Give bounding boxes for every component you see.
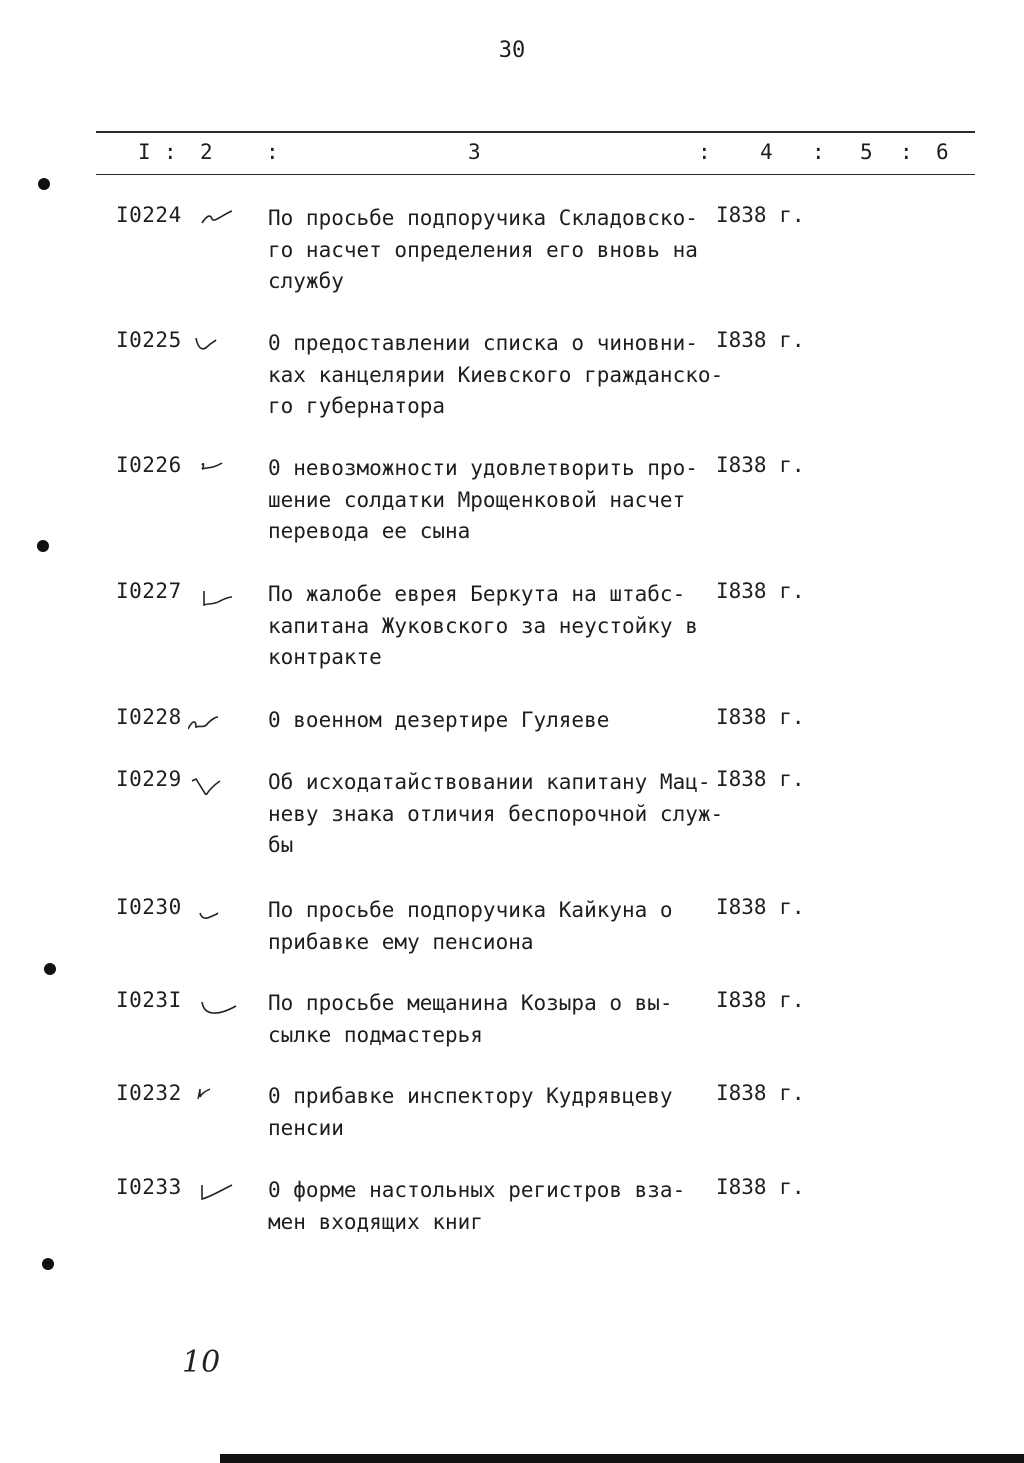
binder-hole: [42, 1258, 54, 1270]
entry-date: I838 г.: [716, 1081, 805, 1105]
entry-number: I023I: [116, 988, 182, 1012]
entry-description: По жалобе еврея Беркута на штабс- капитана Жуковского за неустойку в контракте: [268, 582, 698, 669]
check-mark-icon: [188, 769, 238, 795]
entry-number: I0233: [116, 1175, 182, 1199]
entry-description: 0 предоставлении списка о чиновни- ках канцелярии Киевского гражданско- го губернатора: [268, 331, 724, 418]
entry-description: 0 военном дезертире Гуляеве: [268, 708, 610, 732]
entry-number: I0228: [116, 705, 182, 729]
column-separator: :: [266, 140, 279, 164]
table-header-bottom-rule: [96, 174, 975, 175]
binder-hole: [37, 540, 49, 552]
column-separator: :: [164, 140, 177, 164]
entry-number: I0226: [116, 453, 182, 477]
entry-number: I0224: [116, 203, 182, 227]
entry-date: I838 г.: [716, 328, 805, 352]
entry-date: I838 г.: [716, 453, 805, 477]
scan-edge: [220, 1454, 1024, 1463]
entry-date: I838 г.: [716, 988, 805, 1012]
check-mark-icon: [188, 1177, 238, 1203]
check-mark-icon: [188, 330, 238, 356]
column-header-6: 6: [936, 140, 949, 164]
entry-description: По просьбе мещанина Козыра о вы- сылке подмастерья: [268, 991, 673, 1047]
entry-date: I838 г.: [716, 203, 805, 227]
entry-description: По просьбе подпоручика Кайкуна о прибавке ему пенсиона: [268, 898, 673, 954]
table-header: [96, 140, 975, 168]
entry-date: I838 г.: [716, 705, 805, 729]
entry-number: I0229: [116, 767, 182, 791]
column-header-1: I: [138, 140, 151, 164]
handwritten-count: 10: [182, 1345, 221, 1380]
table-header-top-rule: [96, 131, 975, 133]
entry-description: 0 невозможности удовлетворить про- шение солдатки Мрощенковой насчет перевода ее сына: [268, 456, 698, 543]
column-header-5: 5: [860, 140, 873, 164]
entry-description: По просьбе подпоручика Складовско- го насчет определения его вновь на службу: [268, 206, 698, 293]
check-mark-icon: [188, 581, 238, 607]
column-separator: :: [698, 140, 711, 164]
entry-description: 0 форме настольных регистров вза- мен входящих книг: [268, 1178, 686, 1234]
binder-hole: [38, 178, 50, 190]
column-separator: :: [812, 140, 825, 164]
entry-description: Об исходатайствовании капитану Мац- неву знака отличия беспорочной служ- бы: [268, 770, 724, 857]
binder-hole: [44, 963, 56, 975]
entry-date: I838 г.: [716, 1175, 805, 1199]
check-mark-icon: [188, 1083, 238, 1109]
entry-date: I838 г.: [716, 579, 805, 603]
check-mark-icon: [188, 707, 238, 733]
check-mark-icon: [188, 455, 238, 481]
entry-number: I0225: [116, 328, 182, 352]
entry-number: I0227: [116, 579, 182, 603]
entry-date: I838 г.: [716, 895, 805, 919]
check-mark-icon: [188, 205, 238, 231]
check-mark-icon: [188, 990, 238, 1016]
entry-description: 0 прибавке инспектору Кудрявцеву пенсии: [268, 1084, 673, 1140]
column-header-2: 2: [200, 140, 213, 164]
check-mark-icon: [188, 897, 238, 923]
entry-number: I0230: [116, 895, 182, 919]
entry-date: I838 г.: [716, 767, 805, 791]
entry-number: I0232: [116, 1081, 182, 1105]
column-separator: :: [900, 140, 913, 164]
column-header-4: 4: [760, 140, 773, 164]
page-number: 30: [498, 38, 526, 63]
column-header-3: 3: [468, 140, 481, 164]
